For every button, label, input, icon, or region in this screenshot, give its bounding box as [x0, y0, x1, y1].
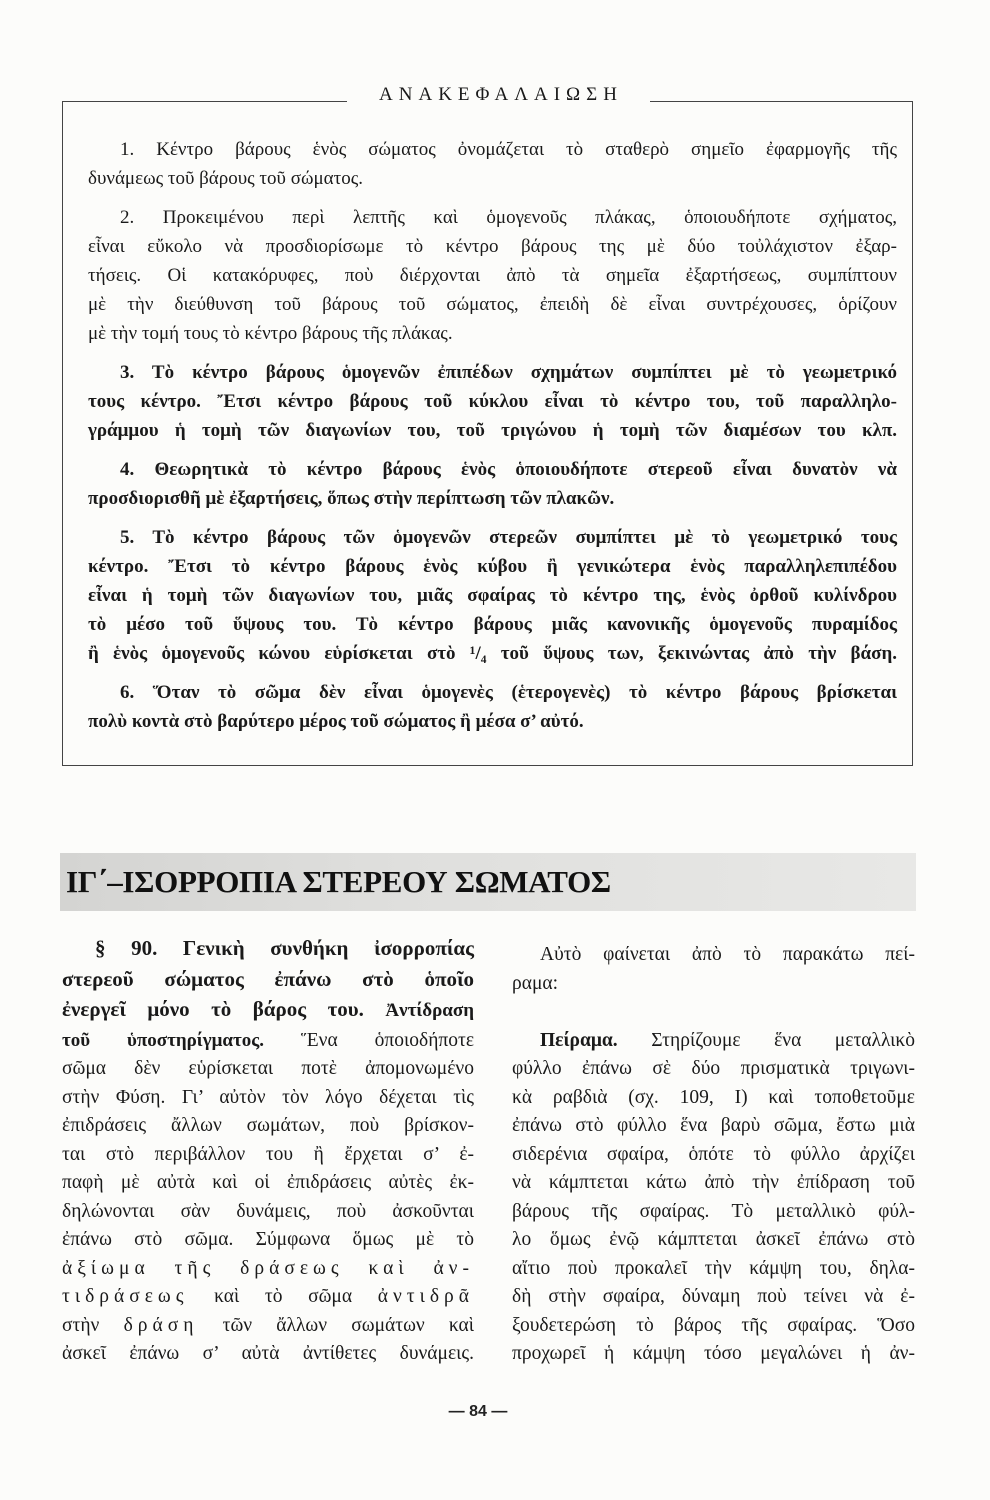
body-line: δηλώνονται σὰν δυνάμεις, ποὺ ἀσκοῦνται: [62, 1200, 474, 1222]
body-line: δὴ στὴν σφαίρα, δύναμη ποὺ τείνει νὰ ἐ-: [512, 1286, 915, 1307]
summary-item-1: [88, 135, 897, 193]
summary-line: εἶναι εὔκολο νὰ προσδιορίσωμε τὸ κέντρο βάρους της μὲ δύο τοὐλάχιστον ἐξαρ-: [88, 236, 897, 257]
body-line: αἴτιο ποὺ προκαλεῖ τὴν κάμψη του, δηλα-: [512, 1257, 915, 1279]
body-line: [62, 1283, 474, 1312]
summary-title: ΑΝΑΚΕΦΑΛΑΙΩΣΗ: [379, 84, 623, 105]
body-line: βάρους τῆς σφαίρας. Τὸ μεταλλικὸ φύλ-: [512, 1200, 915, 1222]
body-line: κὰ ραβδιὰ (σχ. 109, Ι) καὶ τοποθετοῦμε: [512, 1086, 915, 1108]
body-line: ἀσκεῖ ἐπάνω σ’ αὐτὰ ἀντίθετες δυνάμεις.: [62, 1343, 474, 1364]
body-line: ξουδετερώση τὸ βάρος τῆς σφαίρας. Ὅσο: [512, 1314, 915, 1336]
summary-line: μὲ τὴν τομή τους τὸ κέντρο βάρους τῆς πλάκας.: [88, 323, 453, 344]
summary-line: 4. Θεωρητικὰ τὸ κέντρο βάρους ἑνὸς ὁποιουδήποτε στερεοῦ εἶναι δυνατὸν νὰ: [120, 459, 897, 480]
right-column: [512, 941, 915, 1369]
body-line: σιδερένια σφαίρα, ὁπότε τὸ φύλλο ἀρχίζει: [512, 1143, 915, 1165]
summary-line: τους κέντρο. Ἔτσι κέντρο βάρους τοῦ κύκλου εἶναι τὸ κέντρο του, τοῦ παραλληλο-: [88, 391, 897, 412]
emphasis-text: ἀντιδρᾶ: [377, 1286, 475, 1307]
left-column: [62, 933, 474, 1369]
body-line: ται στὸ περιβάλλον του ἢ ἔρχεται σ’ ἐ-: [62, 1143, 474, 1165]
section-heading: ΙΓ΄–ΙΣΟΡΡΟΠΙΑ ΣΤΕΡΕΟΥ ΣΩΜΑΤΟΣ: [66, 864, 611, 899]
summary-line: γράμμου ἡ τομὴ τῶν διαγωνίων του, τοῦ τριγώνου ἡ τομὴ τῶν διαμέσων του κλπ.: [88, 420, 897, 441]
summary-line: τήσεις. Οἱ κατακόρυφες, ποὺ διέρχονται ἀπὸ τὰ σημεῖα ἐξαρτήσεως, συμπίπτουν: [88, 265, 897, 286]
summary-line: 5. Τὸ κέντρο βάρους τῶν ὁμογενῶν στερεῶν συμπίπτει μὲ τὸ γεωμετρικό τους: [120, 527, 897, 548]
body-line: ἐπιδράσεις ἄλλων σωμάτων, ποὺ βρίσκον-: [62, 1115, 474, 1136]
emphasis-line: ἀξίωμα τῆς δράσεως καὶ ἀν-: [62, 1257, 474, 1279]
body-line: παφὴ μὲ αὐτὰ καὶ οἱ ἐπιδράσεις αὐτὲς ἐκ-: [62, 1172, 474, 1193]
experiment-label: Πείραμα.: [540, 1029, 618, 1051]
emphasis-text: τιδράσεως: [62, 1286, 189, 1307]
summary-item-6: [88, 678, 897, 736]
summary-item-2: [88, 203, 897, 348]
body-line: [62, 1027, 474, 1056]
summary-content: [88, 135, 897, 736]
summary-line: προσδιορισθῆ μὲ ἐξαρτήσεις, ὅπως στὴν περίπτωση τῶν πλακῶν.: [88, 488, 615, 509]
page-number: — 84 —: [448, 1403, 508, 1420]
paragraph-title-line: στερεοῦ σώματος ἐπάνω στὸ ὁποῖο: [62, 966, 474, 991]
summary-line: τὸ μέσο τοῦ ὕψους του. Τὸ κέντρο βάρους μιᾶς κανονικῆς ὁμογενοῦς πυραμίδος: [88, 614, 897, 635]
body-line: φύλλο ἐπάνω σὲ δύο πρισματικὰ τριγωνι-: [512, 1058, 915, 1079]
body-line: σῶμα δὲν εὑρίσκεται ποτὲ ἀπομονωμένο: [62, 1058, 474, 1079]
section-heading-band: [60, 853, 916, 911]
paragraph-subtitle-end: τοῦ ὑποστηρίγματος.: [62, 1029, 264, 1051]
body-line: ἐπάνω στὸ σῶμα. Σύμφωνα ὅμως μὲ τὸ: [62, 1229, 474, 1250]
paragraph-subtitle-start: Ἀντίδραση: [385, 1000, 474, 1021]
summary-line: 3. Τὸ κέντρο βάρους ὁμογενῶν ἐπιπέδων σχημάτων συμπίπτει μὲ τὸ γεωμετρικό: [120, 362, 897, 383]
summary-line: εἶναι ἡ τομὴ τῶν διαγωνίων του, μιᾶς σφαίρας τὸ κέντρο της, ἑνὸς ὀρθοῦ κυλίνδρου: [88, 585, 897, 606]
summary-line: 6. Ὅταν τὸ σῶμα δὲν εἶναι ὁμογενὲς (ἑτερογενὲς) τὸ κέντρο βάρους βρίσκεται: [120, 682, 897, 703]
body-text: στὴν: [62, 1314, 100, 1336]
body-text: τῶν ἄλλων σωμάτων καὶ: [222, 1314, 475, 1336]
summary-line: 2. Προκειμένου περὶ λεπτῆς καὶ ὁμογενοῦς πλάκας, ὁποιουδήποτε σχήματος,: [120, 207, 897, 228]
summary-line: μὲ τὴν διεύθυνση τοῦ βάρους τοῦ σώματος, ἐπειδὴ δὲ εἶναι συντρέχουσες, ὁρίζουν: [88, 294, 897, 315]
summary-line: 1. Κέντρο βάρους ἑνὸς σώματος ὀνομάζεται τὸ σταθερὸ σημεῖο ἐφαρμογῆς τῆς: [120, 139, 897, 160]
summary-item-3: [88, 358, 897, 445]
summary-line: ἢ ἑνὸς ὁμογενοῦς κώνου εὑρίσκεται στὸ ¹/₄ τοῦ ὕψους των, ξεκινώντας ἀπὸ τὴν βάση.: [88, 643, 897, 664]
body-text: καὶ τὸ σῶμα: [214, 1286, 353, 1307]
body-line: Αὐτὸ φαίνεται ἀπὸ τὸ παρακάτω πεί-: [540, 944, 915, 965]
experiment-line: [512, 1027, 915, 1056]
summary-line: δυνάμεως τοῦ βάρους τοῦ σώματος.: [88, 168, 364, 189]
body-line: [62, 1312, 474, 1341]
emphasis-text: δράση: [123, 1314, 199, 1336]
body-line: ραμα:: [512, 972, 559, 994]
paragraph-title-line: § 90. Γενικὴ συνθήκη ἰσορροπίας: [95, 936, 474, 960]
summary-line: κέντρο. Ἔτσι τὸ κέντρο βάρους ἑνὸς κύβου ἢ γενικώτερα ἑνὸς παραλληλεπιπέδου: [88, 556, 897, 577]
paragraph-title-end: ἐνεργεῖ μόνο τὸ βάρος του.: [62, 997, 364, 1021]
body-line: νὰ κάμπτεται κάτω ἀπὸ τὴν ἐπίδραση τοῦ: [512, 1172, 915, 1193]
body-text: Ἕνα ὁποιοδήποτε: [301, 1029, 475, 1051]
summary-item-5: [88, 523, 897, 668]
body-line: στὴν Φύση. Γι’ αὐτὸν τὸν λόγο δέχεται τὶς: [62, 1086, 474, 1108]
body-line: λο ὅμως ἐνῷ κάμπτεται ἀσκεῖ ἐπάνω στὸ: [512, 1229, 915, 1250]
summary-item-4: [88, 455, 897, 513]
body-text: Στηρίζουμε ἕνα μεταλλικὸ: [651, 1029, 915, 1051]
body-line: προχωρεῖ ἡ κάμψη τόσο μεγαλώνει ἡ ἀν-: [512, 1343, 915, 1364]
body-line: ἐπάνω στὸ φύλλο ἕνα βαρὺ σῶμα, ἔστω μιὰ: [512, 1115, 915, 1136]
summary-line: πολὺ κοντὰ στὸ βαρύτερο μέρος τοῦ σώματος ἢ μέσα σ’ αὐτό.: [88, 711, 584, 732]
summary-box: [62, 101, 913, 766]
paragraph-title-line: [62, 994, 474, 1027]
